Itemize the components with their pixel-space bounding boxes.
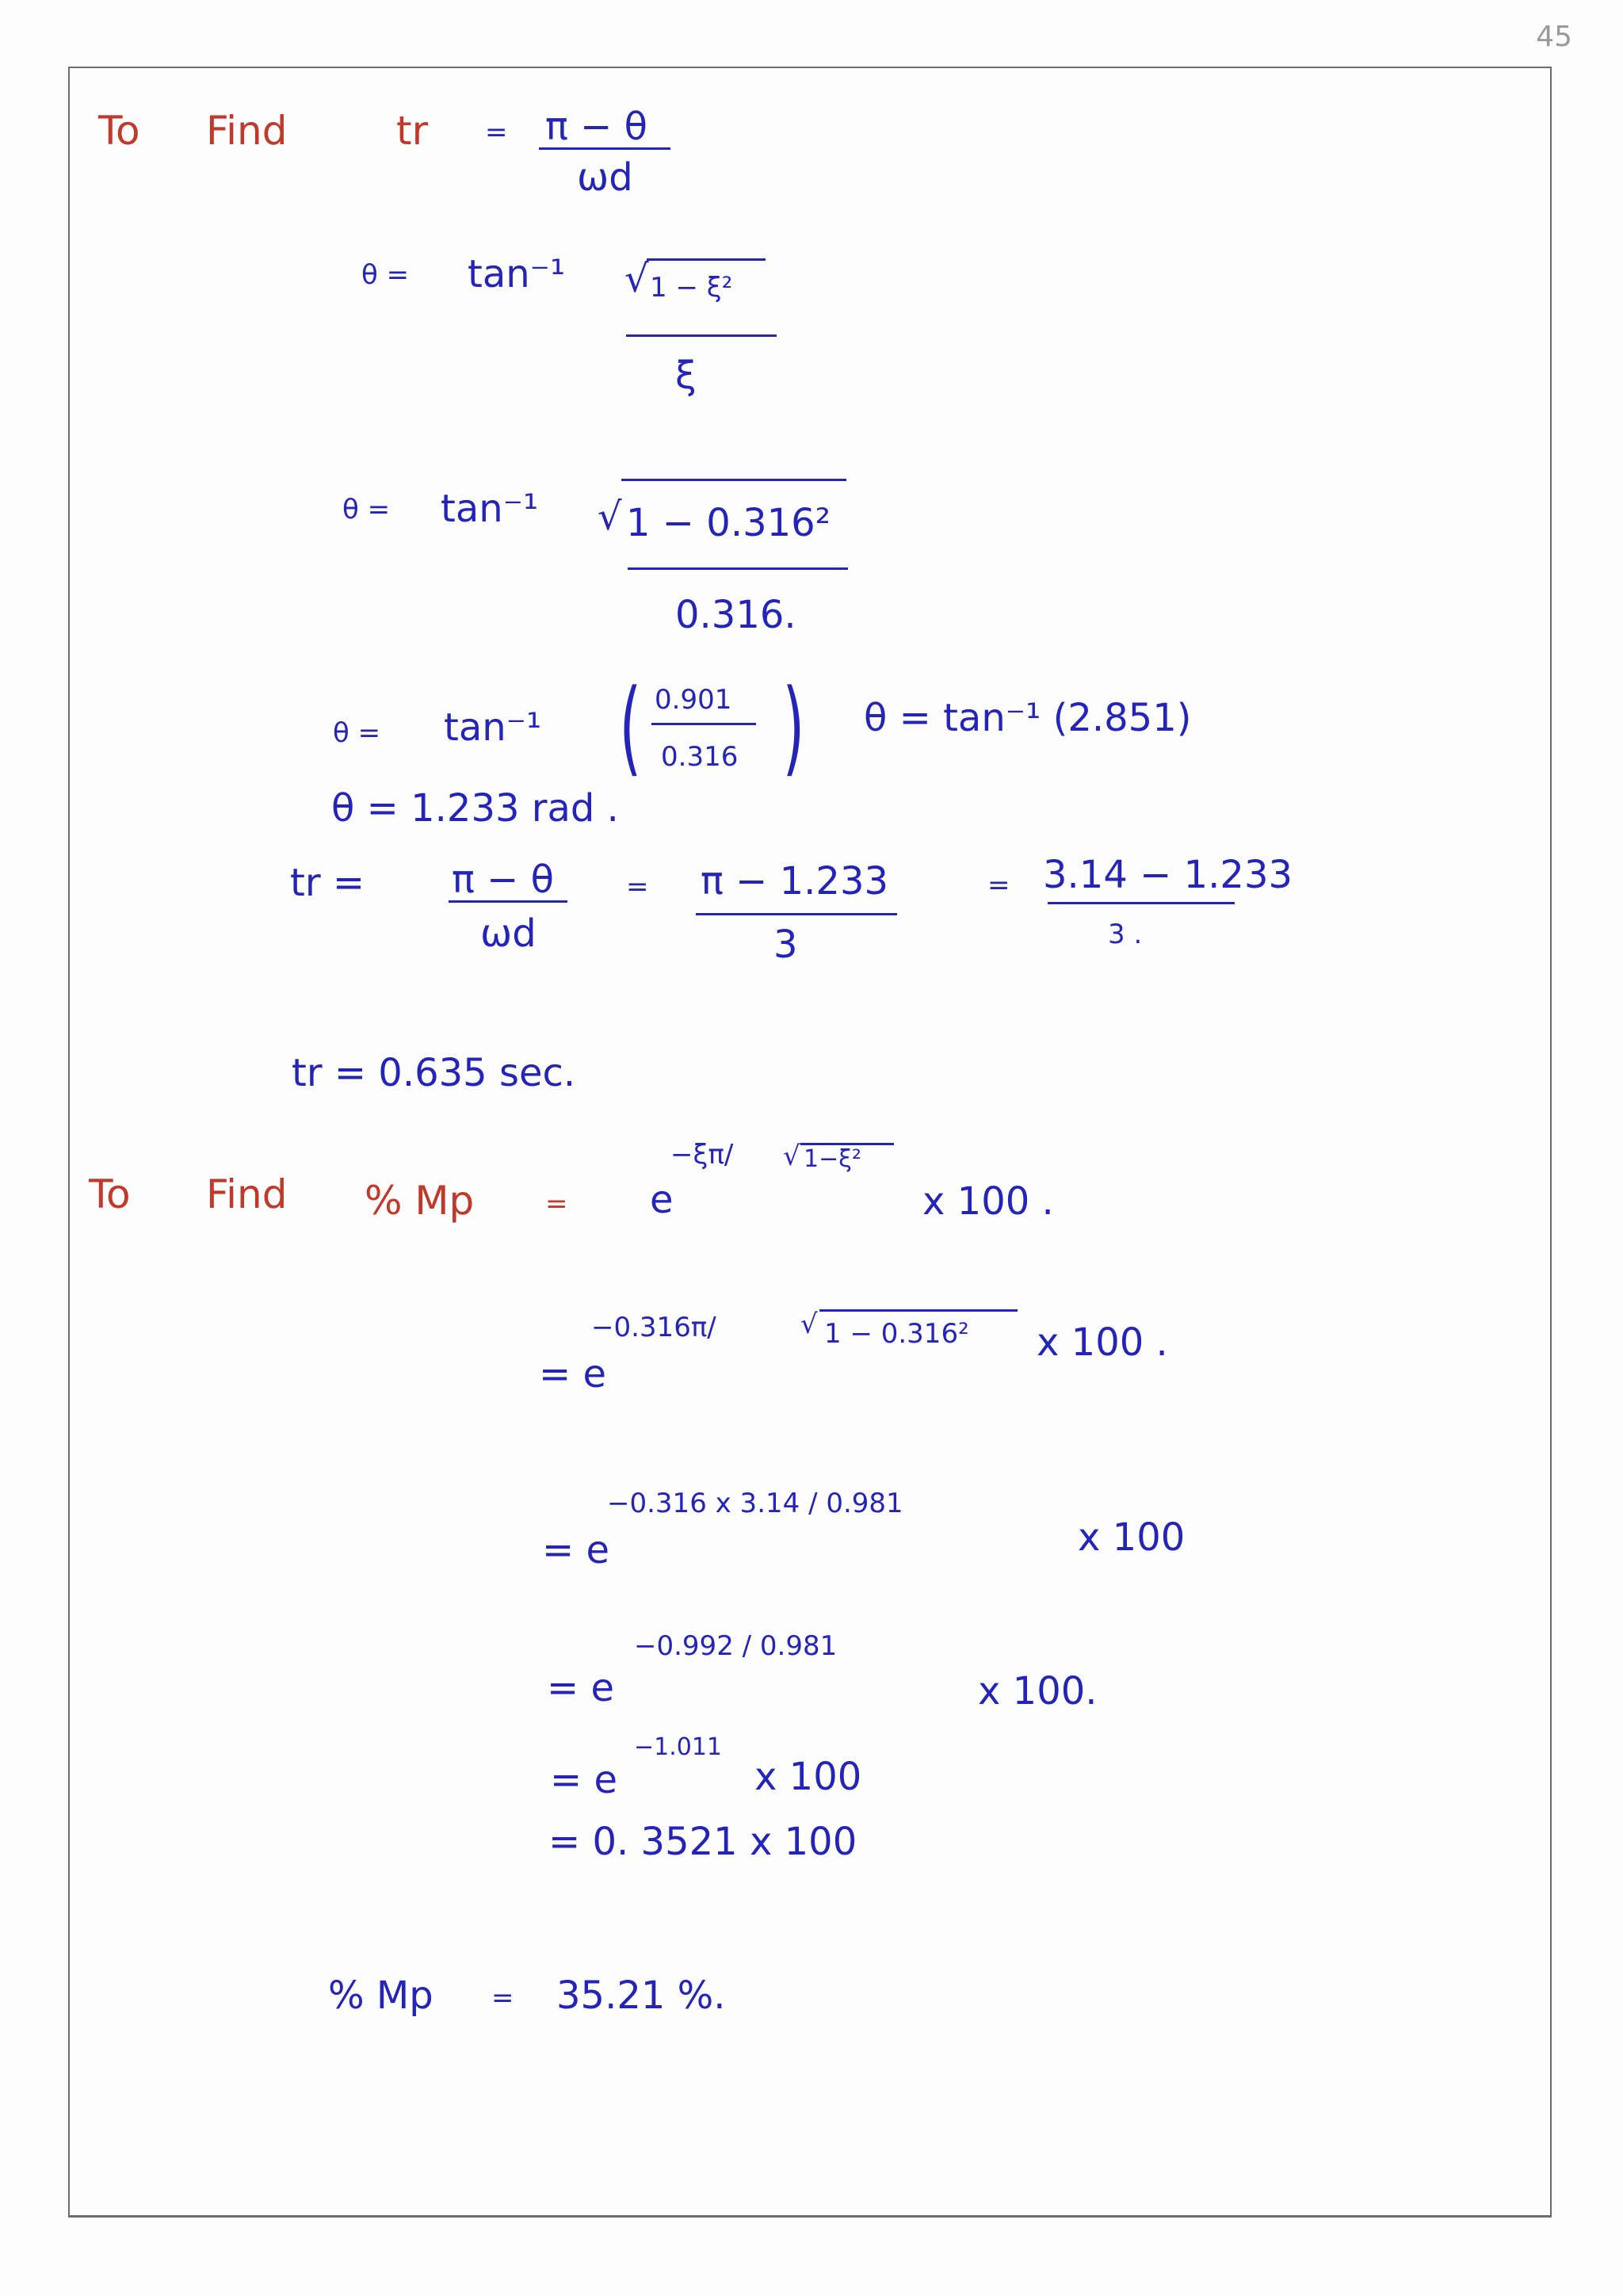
- page-number: 45: [1536, 21, 1572, 53]
- exponent: −0.316 x 3.14 / 0.981: [607, 1488, 903, 1519]
- tan-inverse: tan⁻¹: [444, 705, 542, 750]
- theta-result: θ = 1.233 rad .: [331, 786, 619, 831]
- exponent-prefix: −0.316π/: [591, 1312, 716, 1343]
- heading-mp: % Mp: [365, 1178, 475, 1224]
- radicand: 1 − 0.316²: [824, 1318, 969, 1350]
- exponent-prefix: −ξπ/: [670, 1139, 734, 1171]
- paren-denominator: 0.316: [661, 741, 739, 773]
- heading-eq: =: [485, 117, 508, 148]
- fraction-bar: [626, 334, 777, 337]
- tr-lhs: tr =: [290, 861, 365, 905]
- equals-sign: =: [626, 871, 649, 903]
- radicand: 1−ξ²: [804, 1145, 861, 1173]
- fraction-bar: [449, 900, 567, 903]
- fraction-bar: [628, 567, 848, 570]
- multiplier: x 100: [754, 1755, 862, 1799]
- exp-base: = e: [542, 1528, 610, 1572]
- multiplier: x 100 .: [1037, 1320, 1168, 1365]
- multiplier: x 100.: [978, 1669, 1098, 1713]
- exp-base: = e: [547, 1666, 615, 1710]
- fraction-bar: [651, 723, 756, 725]
- radicand: 1 − ξ²: [650, 272, 733, 304]
- tan-inverse: tan⁻¹: [468, 252, 566, 296]
- theta-lhs: θ =: [361, 259, 410, 291]
- equals-sign: =: [987, 869, 1010, 901]
- tr-result: tr = 0.635 sec.: [292, 1051, 576, 1095]
- sqrt-sign: √: [783, 1140, 800, 1172]
- theta-denominator: 0.316.: [675, 593, 796, 637]
- theta-lhs: θ =: [342, 494, 391, 525]
- theta-tan-value: θ = tan⁻¹ (2.851): [864, 696, 1192, 740]
- theta-lhs: θ =: [333, 717, 381, 749]
- f3-denominator: 3 .: [1108, 919, 1143, 950]
- tan-inverse: tan⁻¹: [441, 487, 539, 531]
- heading-to: To: [89, 1171, 131, 1217]
- f1-numerator: π − θ: [452, 858, 554, 902]
- sqrt-sign: √: [800, 1308, 818, 1340]
- heading-find: Find: [206, 108, 288, 154]
- heading-find: Find: [206, 1171, 288, 1217]
- tr-denominator: ωd: [577, 155, 633, 200]
- exp-base: = e: [550, 1758, 618, 1802]
- f2-numerator: π − 1.233: [701, 859, 889, 904]
- fraction-bar: [1048, 902, 1235, 904]
- f1-denominator: ωd: [480, 911, 537, 956]
- left-paren: (: [619, 667, 642, 787]
- exp-base: e: [650, 1178, 674, 1222]
- page-border: [68, 67, 1552, 2218]
- fraction-bar: [696, 913, 897, 915]
- mp-value: 35.21 %.: [556, 1973, 726, 2018]
- radical-bar: [621, 479, 846, 481]
- exponent: −1.011: [634, 1733, 723, 1761]
- exp-base: = e: [539, 1352, 607, 1396]
- equals-sign: =: [491, 1982, 514, 2014]
- multiplier: x 100 .: [922, 1179, 1054, 1224]
- mp-label: % Mp: [328, 1973, 433, 2018]
- heading-tr: tr: [396, 108, 429, 154]
- sqrt-sign: √: [624, 257, 649, 301]
- exponent: −0.992 / 0.981: [634, 1630, 838, 1662]
- theta-denominator: ξ: [675, 353, 697, 398]
- multiplier: x 100: [1078, 1515, 1186, 1560]
- radicand: 1 − 0.316²: [626, 501, 831, 545]
- radical-bar: [819, 1309, 1018, 1312]
- f3-numerator: 3.14 − 1.233: [1043, 853, 1293, 897]
- right-paren: ): [782, 667, 805, 787]
- mp-step-5: = 0. 3521 x 100: [548, 1820, 857, 1864]
- radical-bar: [647, 258, 766, 261]
- paren-numerator: 0.901: [655, 684, 732, 716]
- sqrt-sign: √: [598, 495, 622, 539]
- f2-denominator: 3: [773, 923, 798, 967]
- tr-numerator: π − θ: [545, 105, 647, 149]
- heading-eq: =: [545, 1188, 568, 1220]
- heading-to: To: [98, 108, 140, 154]
- fraction-bar: [539, 147, 670, 150]
